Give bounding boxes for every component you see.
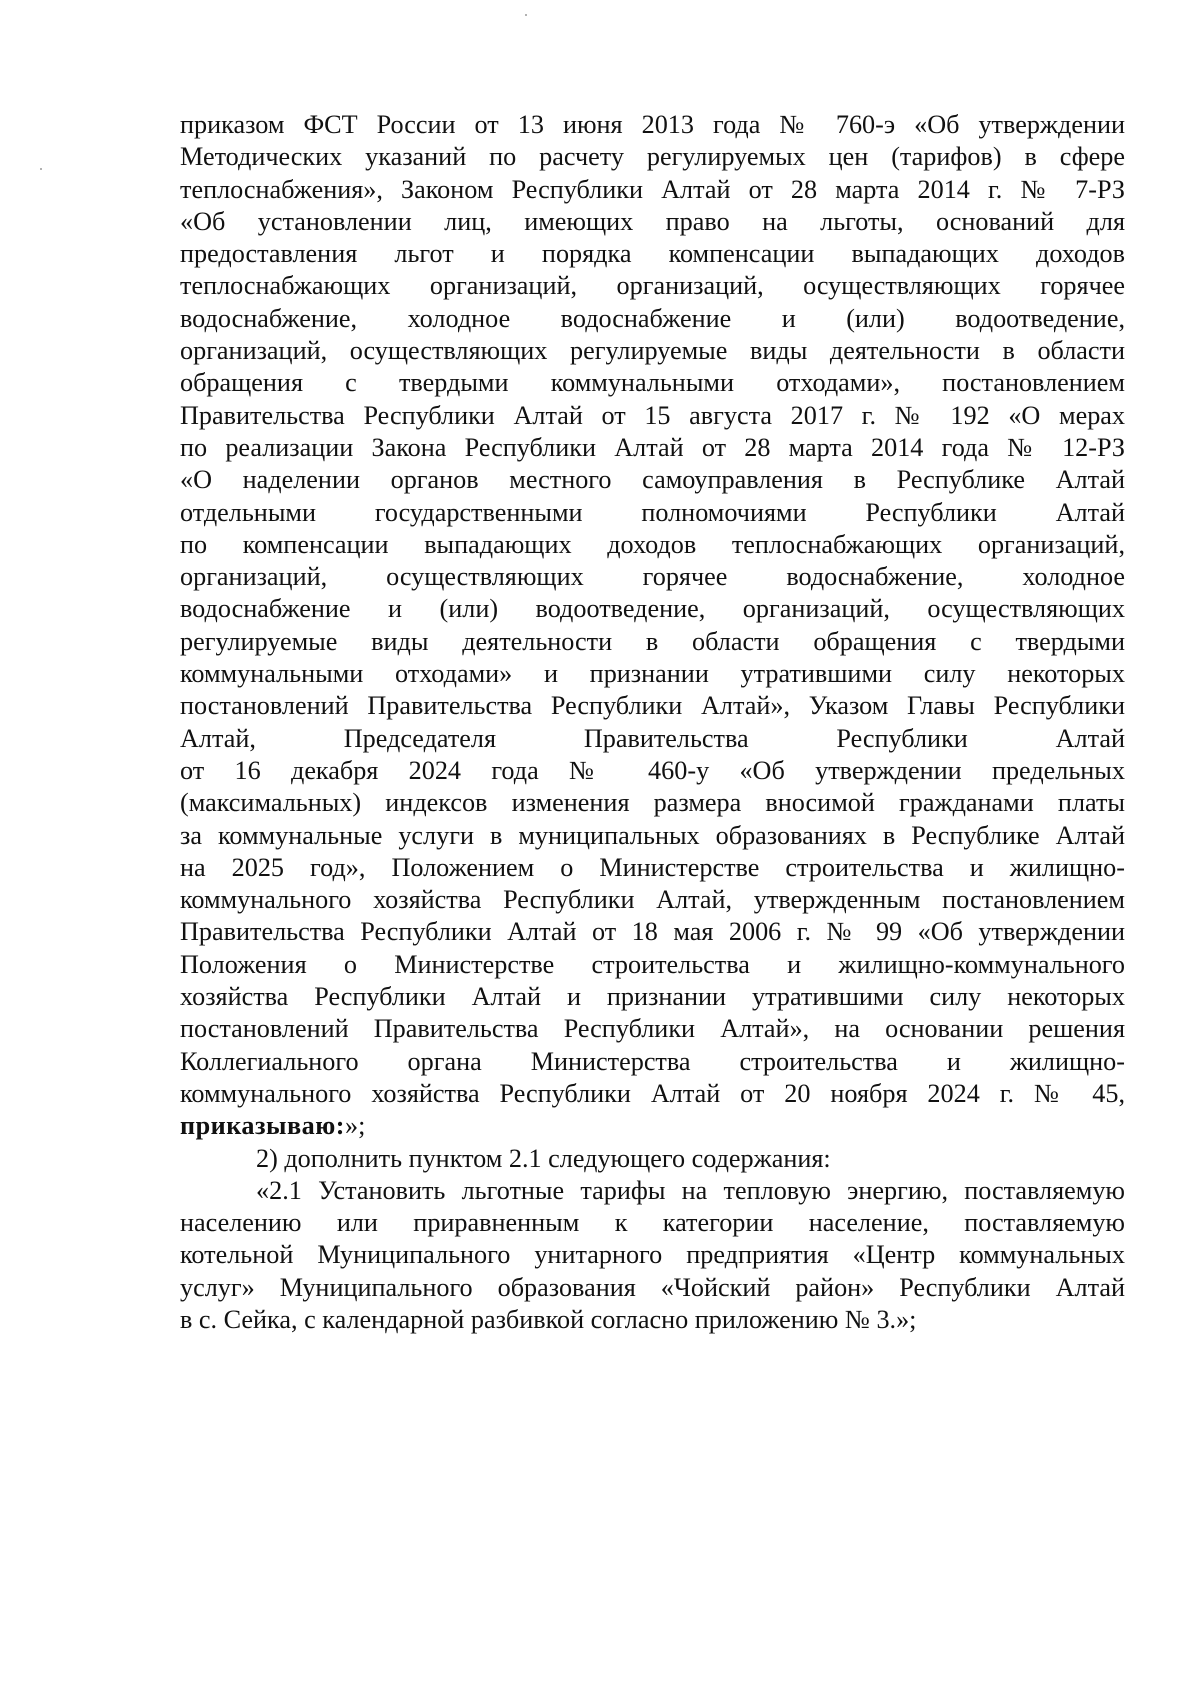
body-line: Методических указаний по расчету регулируемых цен (тарифов) в сфере	[180, 142, 1125, 172]
body-line: Положения о Министерстве строительства и жилищно-коммунального	[180, 949, 1125, 979]
body-line: за коммунальные услуги в муниципальных образованиях в Республике Алтай	[180, 820, 1125, 850]
body-line: постановлений Правительства Республики Алтай», на основании решения	[180, 1014, 1125, 1044]
order-closing: »;	[344, 1111, 366, 1141]
body-line: организаций, осуществляющих горячее водоснабжение, холодное	[180, 562, 1125, 592]
scan-speck	[525, 14, 527, 16]
body-line: теплоснабжения», Законом Республики Алтай от 28 марта 2014 г. № 7-РЗ	[180, 174, 1125, 204]
body-line: Правительства Республики Алтай от 15 августа 2017 г. № 192 «О мерах	[180, 400, 1125, 430]
item-2-1-line: котельной Муниципального унитарного предприятия «Центр коммунальных	[180, 1240, 1125, 1270]
body-line: Правительства Республики Алтай от 18 мая 2006 г. № 99 «Об утверждении	[180, 917, 1125, 947]
body-line: Алтай, Председателя Правительства Республики Алтай	[180, 723, 1125, 753]
body-line: обращения с твердыми коммунальными отходами», постановлением	[180, 368, 1125, 398]
order-line	[180, 1110, 1125, 1142]
body-line: постановлений Правительства Республики Алтай», Указом Главы Республики	[180, 691, 1125, 721]
body-line: водоснабжение и (или) водоотведение, организаций, осуществляющих	[180, 594, 1125, 624]
body-line: теплоснабжающих организаций, организаций, осуществляющих горячее	[180, 271, 1125, 301]
body-line: приказом ФСТ России от 13 июня 2013 года № 760-э «Об утверждении	[180, 110, 1125, 139]
body-line: регулируемые виды деятельности в области обращения с твердыми	[180, 626, 1125, 656]
document-body	[180, 109, 1125, 1336]
item-2-line: 2) дополнить пунктом 2.1 следующего содержания:	[256, 1143, 831, 1173]
body-line: отдельными государственными полномочиями Республики Алтай	[180, 497, 1125, 527]
body-line: коммунального хозяйства Республики Алтай, утвержденным постановлением	[180, 885, 1125, 915]
body-line: по реализации Закона Республики Алтай от 28 марта 2014 года № 12-РЗ	[180, 432, 1125, 462]
order-keyword: приказываю:	[180, 1111, 345, 1141]
body-line: организаций, осуществляющих регулируемые виды деятельности в области	[180, 336, 1125, 366]
body-line: (максимальных) индексов изменения размера вносимой гражданами платы	[180, 788, 1125, 818]
body-line: предоставления льгот и порядка компенсации выпадающих доходов	[180, 239, 1125, 269]
item-2-1-last-line: в с. Сейка, с календарной разбивкой согласно приложению № 3.»;	[180, 1304, 917, 1334]
item-2-1-line: «2.1 Установить льготные тарифы на тепловую энергию, поставляемую	[256, 1175, 1125, 1205]
body-line: водоснабжение, холодное водоснабжение и (или) водоотведение,	[180, 303, 1125, 333]
body-line: хозяйства Республики Алтай и признании утратившими силу некоторых	[180, 982, 1125, 1012]
body-line: «О наделении органов местного самоуправления в Республике Алтай	[180, 465, 1125, 495]
body-line: Коллегиального органа Министерства строительства и жилищно-	[180, 1046, 1125, 1076]
body-line: коммунального хозяйства Республики Алтай от 20 ноября 2024 г. № 45,	[180, 1078, 1125, 1108]
body-line: «Об установлении лиц, имеющих право на льготы, оснований для	[180, 206, 1125, 236]
item-2-1-line: населению или приравненным к категории население, поставляемую	[180, 1208, 1125, 1238]
body-line: по компенсации выпадающих доходов теплоснабжающих организаций,	[180, 529, 1125, 559]
body-line: на 2025 год», Положением о Министерстве строительства и жилищно-	[180, 852, 1125, 882]
scan-speck	[40, 168, 42, 170]
body-line: от 16 декабря 2024 года № 460-у «Об утверждении предельных	[180, 755, 1125, 785]
item-2-1-line: услуг» Муниципального образования «Чойский район» Республики Алтай	[180, 1272, 1125, 1302]
body-line: коммунальными отходами» и признании утратившими силу некоторых	[180, 659, 1125, 689]
